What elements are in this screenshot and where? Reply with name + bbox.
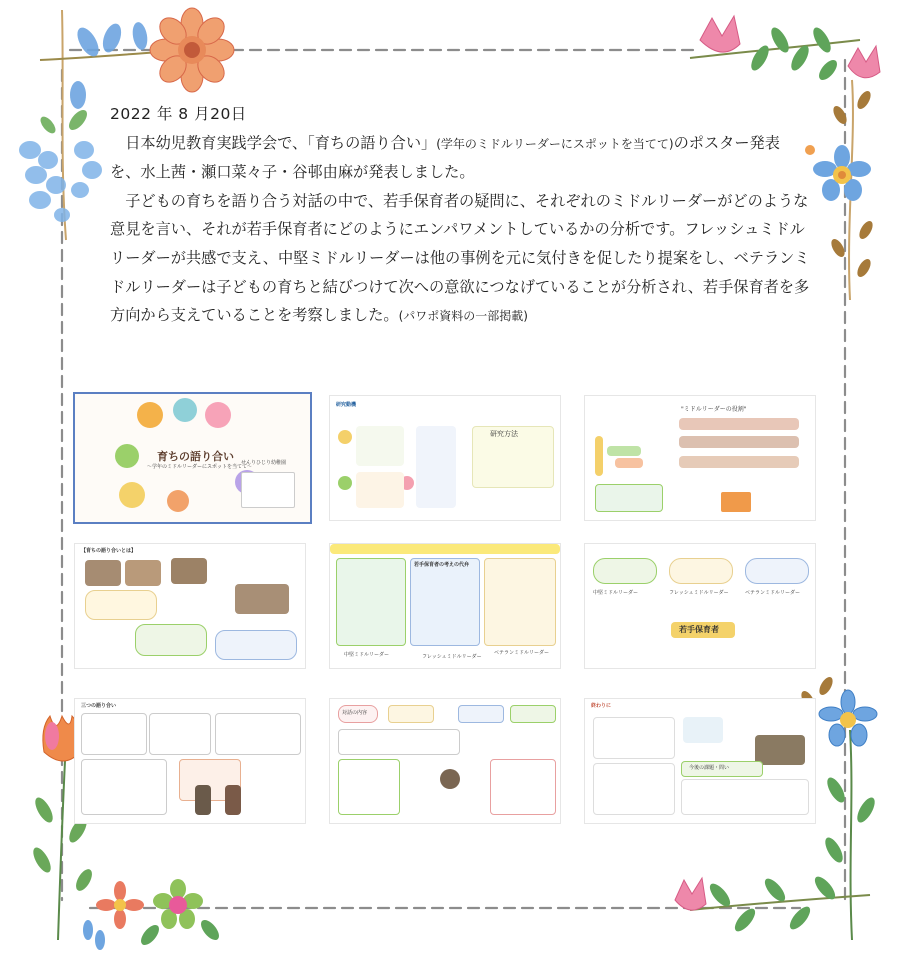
photo-row xyxy=(679,418,799,430)
photo xyxy=(225,785,241,815)
content-box xyxy=(338,759,400,815)
content-box xyxy=(490,759,556,815)
photo-row xyxy=(679,456,799,468)
content-box xyxy=(215,713,301,755)
slide-thumbnail-three-dialogues[interactable] xyxy=(75,699,305,823)
photo xyxy=(195,785,211,815)
slides-note: (パワポ資料の一部掲載) xyxy=(398,309,528,324)
number-circle xyxy=(338,476,352,490)
content-box xyxy=(593,763,675,815)
content-box xyxy=(356,472,404,508)
intro-rest-text: のポスター発表を、水上茜・瀬口菜々子・谷邨由麻が発表しました。 xyxy=(110,133,780,182)
issues-heading: 今後の課題・問い xyxy=(689,765,730,771)
bubble xyxy=(593,558,657,584)
flow-box xyxy=(388,705,434,723)
slide-thumbnail-middle-leader-roles[interactable] xyxy=(585,396,815,520)
photo xyxy=(125,560,161,586)
slide-title-text: 育ちの語り合い xyxy=(157,450,234,463)
slide-thumbnail-research-motive[interactable] xyxy=(330,396,560,520)
slide-thumbnail-title[interactable] xyxy=(75,394,310,522)
paragraph-intro xyxy=(110,129,810,187)
article-body xyxy=(110,100,810,331)
slide-heading: 終わりに xyxy=(591,703,612,709)
flow-box xyxy=(458,705,504,723)
analysis-text: 子どもの育ちを語り合う対話の中で、若手保育者の疑問に、それぞれのミドルリーダーがどのような意見を言い、それが若手保育者にどのようにエンパワメントしているかの分析です。フレッシュミドルリーダーが共感で支え、中堅ミドルリーダーは他の事例を元に気付きを促したり提案をし、ベテランミドルリーダーは子どもの育ちと結びつけて次への意欲につなげていることが分析され、若手保育者を多方向から支えていることを考察しました。 xyxy=(110,191,810,325)
post-date: 2022 年 8 月20日 xyxy=(110,105,247,123)
info-box xyxy=(595,484,663,512)
character-illustration xyxy=(205,402,231,428)
character-illustration xyxy=(167,490,189,512)
method-heading: 研究方法 xyxy=(490,430,518,438)
bubble xyxy=(745,558,809,584)
character-illustration xyxy=(137,402,163,428)
bubble xyxy=(669,558,733,584)
slide-thumbnail-what-is-dialogue[interactable] xyxy=(75,544,305,668)
slide-heading: "ミドルリーダーの役割" xyxy=(681,406,747,413)
content-box xyxy=(356,426,404,466)
header-bar xyxy=(330,544,560,554)
content-box xyxy=(593,717,675,759)
slide-subtitle-text: ～学年のミドルリーダーにスポットを当てて～ xyxy=(147,464,253,470)
content-box xyxy=(149,713,211,755)
content-box xyxy=(81,713,147,755)
slide-thumbnail-conclusion[interactable] xyxy=(585,699,815,823)
speech-bubble xyxy=(215,630,297,660)
leader-label: フレッシュミドルリーダー xyxy=(669,590,729,596)
staircase-chart xyxy=(607,446,641,456)
slide-thumbnail-dialogue-content[interactable] xyxy=(330,699,560,823)
content-box xyxy=(681,779,809,815)
photo-row xyxy=(679,436,799,448)
speech-bubble xyxy=(85,590,157,620)
content-box xyxy=(81,759,167,815)
slide-org-text: せんりひじり幼稚園 xyxy=(241,460,287,466)
leader-label: フレッシュミドルリーダー xyxy=(422,654,482,660)
character-illustration xyxy=(115,444,139,468)
slide-heading: 三つの語り合い xyxy=(81,703,117,709)
intro-main-text: 日本幼児教育実践学会で、「育ちの語り合い」 xyxy=(125,133,437,152)
leader-label: ベテランミドルリーダー xyxy=(494,650,550,656)
slide-thumbnail-leader-responses[interactable] xyxy=(330,544,560,668)
slide-heading: 【育ちの語り合いとは】 xyxy=(81,548,137,554)
slide-thumbnail-support-diagram[interactable] xyxy=(585,544,815,668)
content-box xyxy=(338,729,460,755)
paragraph-analysis xyxy=(110,187,810,331)
staircase-chart xyxy=(615,458,643,468)
photo xyxy=(235,584,289,614)
leader-label: 中堅ミドルリーダー xyxy=(344,652,390,658)
character-illustration xyxy=(173,398,197,422)
column-box xyxy=(336,558,406,646)
photo xyxy=(440,769,460,789)
character-illustration xyxy=(119,482,145,508)
speech-bubble xyxy=(135,624,207,656)
leader-label: 中堅ミドルリーダー xyxy=(593,590,639,596)
photo xyxy=(171,558,207,584)
center-label: 若手保育者 xyxy=(679,625,719,634)
column-box xyxy=(410,558,480,646)
illustration xyxy=(683,717,723,743)
photo xyxy=(85,560,121,586)
intro-subtitle-note: (学年のミドルリーダーにスポットを当てて) xyxy=(436,136,674,151)
name-box xyxy=(241,472,295,508)
flow-box xyxy=(510,705,556,723)
column-heading: 若手保育者の考えの代弁 xyxy=(414,562,470,568)
slide-thumbnail-grid xyxy=(75,394,815,834)
staircase-chart xyxy=(595,436,603,476)
slide-heading: 研究動機 xyxy=(336,402,357,408)
triangle-marker xyxy=(721,492,751,512)
number-circle xyxy=(338,430,352,444)
content-box xyxy=(416,426,456,508)
photo xyxy=(755,735,805,765)
slide-heading: 対話の内容 xyxy=(342,710,368,716)
column-box xyxy=(484,558,556,646)
leader-label: ベテランミドルリーダー xyxy=(745,590,801,596)
